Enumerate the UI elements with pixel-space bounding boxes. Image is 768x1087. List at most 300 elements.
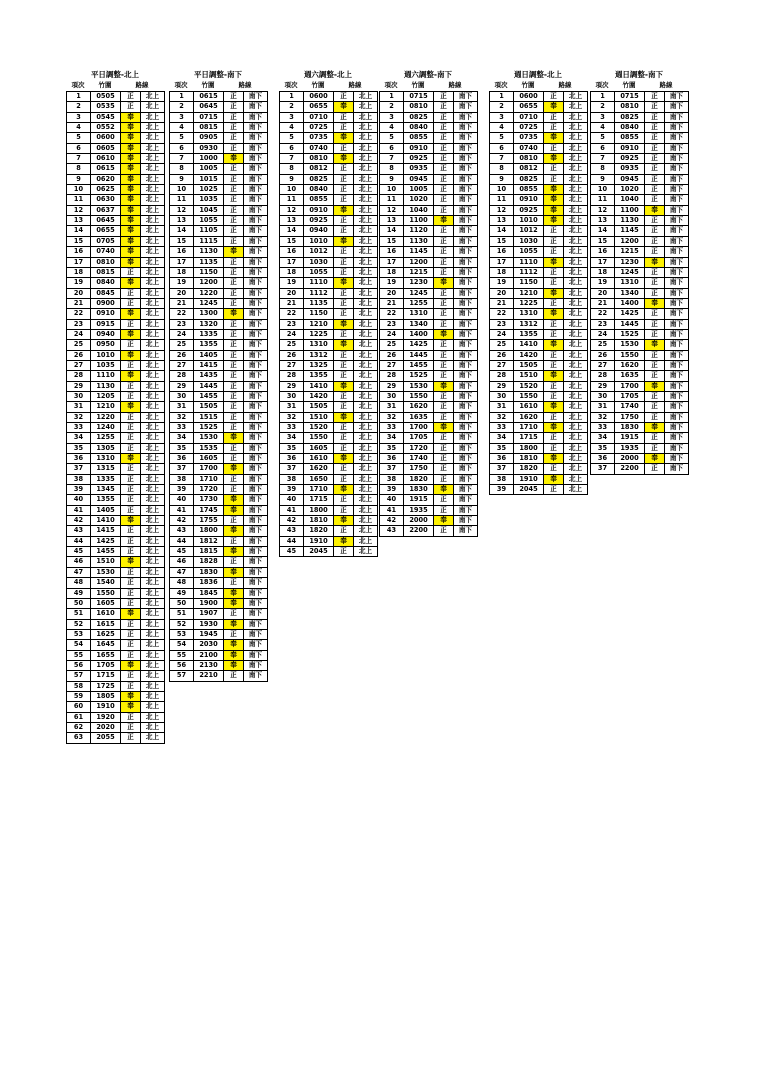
- operator-cell: 正: [645, 226, 665, 236]
- direction-cell: 南下: [244, 123, 268, 133]
- row-index: 21: [67, 298, 91, 308]
- row-index: 19: [170, 278, 194, 288]
- table-row: [490, 112, 588, 122]
- operator-cell: 奉: [224, 640, 244, 650]
- row-index: 38: [170, 474, 194, 484]
- operator-cell: 正: [121, 340, 141, 350]
- departure-time: 1425: [91, 536, 121, 546]
- operator-cell: 正: [434, 267, 454, 277]
- departure-time: 0910: [615, 143, 645, 153]
- departure-time: 1445: [615, 319, 645, 329]
- table-row: [380, 226, 478, 236]
- operator-cell: 正: [434, 443, 454, 453]
- departure-time: 1915: [615, 433, 645, 443]
- table-row: [280, 123, 378, 133]
- row-index: 5: [67, 133, 91, 143]
- operator-cell: 正: [645, 123, 665, 133]
- row-index: 47: [170, 567, 194, 577]
- table-row: [170, 133, 268, 143]
- operator-cell: 正: [224, 629, 244, 639]
- operator-cell: 正: [544, 278, 564, 288]
- operator-cell: 奉: [334, 340, 354, 350]
- direction-cell: 南下: [454, 526, 478, 536]
- direction-cell: 南下: [665, 164, 689, 174]
- row-index: 42: [170, 516, 194, 526]
- operator-cell: 正: [434, 319, 454, 329]
- direction-cell: 北上: [141, 588, 165, 598]
- row-index: 30: [490, 391, 514, 401]
- row-index: 55: [67, 650, 91, 660]
- row-index: 21: [280, 298, 304, 308]
- operator-cell: 奉: [224, 650, 244, 660]
- operator-cell: 奉: [645, 381, 665, 391]
- table-row: [490, 381, 588, 391]
- table-row: [170, 340, 268, 350]
- direction-cell: 北上: [141, 567, 165, 577]
- row-index: 11: [380, 195, 404, 205]
- departure-time: 1605: [194, 454, 224, 464]
- departure-time: 1410: [91, 516, 121, 526]
- table-row: [67, 329, 165, 339]
- row-index: 16: [280, 247, 304, 257]
- departure-time: 1845: [194, 588, 224, 598]
- table-row: [67, 516, 165, 526]
- table-row: [591, 381, 689, 391]
- direction-cell: 南下: [665, 464, 689, 474]
- row-index: 16: [490, 247, 514, 257]
- row-index: 28: [280, 371, 304, 381]
- direction-cell: 北上: [354, 143, 378, 153]
- row-index: 35: [380, 443, 404, 453]
- operator-cell: 正: [645, 464, 665, 474]
- schedule-table-sunday-south: [590, 69, 688, 475]
- table-row: [170, 278, 268, 288]
- departure-time: 1355: [514, 329, 544, 339]
- departure-time: 1510: [514, 371, 544, 381]
- row-index: 11: [591, 195, 615, 205]
- direction-cell: 北上: [141, 505, 165, 515]
- direction-cell: 北上: [564, 319, 588, 329]
- operator-cell: 正: [224, 381, 244, 391]
- operator-cell: 正: [645, 402, 665, 412]
- row-index: 3: [591, 112, 615, 122]
- direction-cell: 南下: [244, 133, 268, 143]
- operator-cell: 奉: [334, 536, 354, 546]
- table-row: [67, 536, 165, 546]
- departure-time: 0655: [514, 102, 544, 112]
- departure-time: 1130: [615, 216, 645, 226]
- operator-cell: 正: [434, 226, 454, 236]
- operator-cell: 正: [224, 485, 244, 495]
- row-index: 8: [490, 164, 514, 174]
- direction-cell: 北上: [354, 164, 378, 174]
- operator-cell: 奉: [121, 350, 141, 360]
- table-row: [170, 536, 268, 546]
- row-index: 2: [280, 102, 304, 112]
- row-index: 31: [67, 402, 91, 412]
- row-index: 4: [591, 123, 615, 133]
- departure-time: 1210: [304, 319, 334, 329]
- operator-cell: 正: [224, 205, 244, 215]
- direction-cell: 南下: [665, 350, 689, 360]
- direction-cell: 北上: [141, 123, 165, 133]
- departure-time: 1340: [404, 319, 434, 329]
- operator-cell: 奉: [544, 185, 564, 195]
- operator-cell: 奉: [121, 174, 141, 184]
- operator-cell: 正: [334, 123, 354, 133]
- table-row: [380, 112, 478, 122]
- departure-time: 1110: [304, 278, 334, 288]
- row-index: 27: [591, 360, 615, 370]
- header-index: 項次: [595, 81, 609, 89]
- operator-cell: 正: [121, 298, 141, 308]
- row-index: 39: [280, 485, 304, 495]
- departure-time: 1112: [514, 267, 544, 277]
- operator-cell: 奉: [544, 340, 564, 350]
- operator-cell: 正: [434, 350, 454, 360]
- direction-cell: 南下: [665, 371, 689, 381]
- departure-time: 0815: [91, 267, 121, 277]
- operator-cell: 奉: [121, 226, 141, 236]
- row-index: 37: [280, 464, 304, 474]
- departure-time: 0910: [91, 309, 121, 319]
- departure-time: 1210: [514, 288, 544, 298]
- operator-cell: 奉: [645, 298, 665, 308]
- direction-cell: 南下: [244, 298, 268, 308]
- departure-time: 1530: [194, 433, 224, 443]
- departure-time: 0810: [304, 154, 334, 164]
- row-index: 54: [67, 640, 91, 650]
- row-index: 19: [280, 278, 304, 288]
- departure-time: 1035: [91, 360, 121, 370]
- table-row: [67, 267, 165, 277]
- row-index: 15: [170, 236, 194, 246]
- direction-cell: 北上: [141, 402, 165, 412]
- operator-cell: 奉: [645, 257, 665, 267]
- departure-time: 0840: [404, 123, 434, 133]
- direction-cell: 南下: [454, 205, 478, 215]
- table-row: [280, 433, 378, 443]
- row-index: 38: [490, 474, 514, 484]
- row-index: 37: [67, 464, 91, 474]
- direction-cell: 北上: [141, 722, 165, 732]
- table-row: [280, 278, 378, 288]
- schedule-table-sunday-north: [489, 69, 587, 495]
- departure-time: 1400: [404, 329, 434, 339]
- row-index: 12: [280, 205, 304, 215]
- table-row: [591, 216, 689, 226]
- row-index: 58: [67, 681, 91, 691]
- table-row: [280, 381, 378, 391]
- operator-cell: 正: [334, 257, 354, 267]
- operator-cell: 正: [224, 143, 244, 153]
- row-index: 11: [280, 195, 304, 205]
- direction-cell: 北上: [141, 267, 165, 277]
- table-row: [67, 340, 165, 350]
- row-index: 16: [67, 247, 91, 257]
- departure-time: 1020: [615, 185, 645, 195]
- direction-cell: 南下: [244, 288, 268, 298]
- row-index: 43: [67, 526, 91, 536]
- operator-cell: 正: [544, 164, 564, 174]
- table-row: [591, 164, 689, 174]
- direction-cell: 南下: [244, 557, 268, 567]
- row-index: 24: [280, 329, 304, 339]
- operator-cell: 正: [645, 360, 665, 370]
- operator-cell: 正: [334, 443, 354, 453]
- departure-time: 0740: [91, 247, 121, 257]
- row-index: 19: [380, 278, 404, 288]
- departure-time: 0740: [514, 143, 544, 153]
- table-row: [490, 454, 588, 464]
- row-index: 56: [67, 660, 91, 670]
- operator-cell: 正: [121, 485, 141, 495]
- departure-time: 1040: [615, 195, 645, 205]
- table-row: [591, 143, 689, 153]
- row-index: 15: [280, 236, 304, 246]
- direction-cell: 北上: [354, 278, 378, 288]
- departure-time: 1750: [615, 412, 645, 422]
- departure-time: 0940: [304, 226, 334, 236]
- table-row: [490, 236, 588, 246]
- operator-cell: 正: [544, 433, 564, 443]
- table-row: [490, 267, 588, 277]
- departure-time: 1340: [615, 288, 645, 298]
- departure-time: 1405: [91, 505, 121, 515]
- table-row: [67, 567, 165, 577]
- direction-cell: 北上: [141, 578, 165, 588]
- departure-time: 1245: [615, 267, 645, 277]
- row-index: 12: [170, 205, 194, 215]
- departure-time: 1300: [194, 309, 224, 319]
- row-index: 16: [591, 247, 615, 257]
- table-row: [380, 278, 478, 288]
- table-row: [591, 350, 689, 360]
- departure-time: 0710: [514, 112, 544, 122]
- operator-cell: 正: [544, 174, 564, 184]
- table-row: [591, 102, 689, 112]
- table-row: [170, 650, 268, 660]
- operator-cell: 正: [334, 402, 354, 412]
- row-index: 25: [591, 340, 615, 350]
- departure-time: 1355: [91, 495, 121, 505]
- departure-time: 1750: [404, 464, 434, 474]
- operator-cell: 正: [434, 340, 454, 350]
- row-index: 40: [280, 495, 304, 505]
- operator-cell: 正: [334, 226, 354, 236]
- departure-time: 1800: [304, 505, 334, 515]
- direction-cell: 北上: [354, 360, 378, 370]
- table-row: [380, 402, 478, 412]
- table-title: 平日調整-北上: [90, 70, 140, 79]
- departure-time: 1615: [91, 619, 121, 629]
- departure-time: 1120: [404, 226, 434, 236]
- operator-cell: 正: [121, 640, 141, 650]
- table-row: [280, 288, 378, 298]
- operator-cell: 正: [334, 216, 354, 226]
- row-index: 57: [170, 671, 194, 681]
- operator-cell: 正: [334, 423, 354, 433]
- table-row: [67, 226, 165, 236]
- departure-time: 1230: [615, 257, 645, 267]
- operator-cell: 奉: [224, 598, 244, 608]
- departure-time: 0620: [91, 174, 121, 184]
- departure-time: 1320: [194, 319, 224, 329]
- row-index: 36: [67, 454, 91, 464]
- table-row: [170, 288, 268, 298]
- operator-cell: 正: [434, 298, 454, 308]
- direction-cell: 南下: [665, 433, 689, 443]
- direction-cell: 南下: [454, 371, 478, 381]
- header-time: 竹圍: [622, 81, 636, 89]
- table-row: [170, 391, 268, 401]
- row-index: 10: [280, 185, 304, 195]
- table-row: [490, 319, 588, 329]
- departure-time: 1010: [304, 236, 334, 246]
- operator-cell: 正: [224, 371, 244, 381]
- row-index: 11: [170, 195, 194, 205]
- operator-cell: 正: [645, 288, 665, 298]
- table-row: [380, 371, 478, 381]
- table-row: [67, 423, 165, 433]
- table-row: [280, 505, 378, 515]
- departure-time: 1145: [404, 247, 434, 257]
- row-index: 24: [380, 329, 404, 339]
- row-index: 3: [380, 112, 404, 122]
- operator-cell: 正: [434, 391, 454, 401]
- direction-cell: 南下: [244, 360, 268, 370]
- schedule-table-weekday-south: [169, 69, 267, 682]
- row-index: 18: [490, 267, 514, 277]
- table-row: [170, 360, 268, 370]
- row-index: 26: [591, 350, 615, 360]
- departure-time: 0615: [194, 92, 224, 102]
- departure-time: 2000: [615, 454, 645, 464]
- operator-cell: 正: [224, 185, 244, 195]
- table-row: [280, 174, 378, 184]
- operator-cell: 奉: [121, 557, 141, 567]
- direction-cell: 南下: [454, 236, 478, 246]
- operator-cell: 正: [121, 433, 141, 443]
- direction-cell: 南下: [665, 360, 689, 370]
- departure-time: 0715: [404, 92, 434, 102]
- table-row: [280, 464, 378, 474]
- operator-cell: 正: [224, 402, 244, 412]
- table-row: [591, 154, 689, 164]
- operator-cell: 奉: [334, 278, 354, 288]
- direction-cell: 北上: [354, 226, 378, 236]
- direction-cell: 北上: [564, 485, 588, 495]
- operator-cell: 正: [434, 195, 454, 205]
- departure-time: 0845: [91, 288, 121, 298]
- operator-cell: 奉: [544, 102, 564, 112]
- row-index: 39: [380, 485, 404, 495]
- departure-time: 0825: [514, 174, 544, 184]
- table-row: [490, 143, 588, 153]
- departure-time: 1030: [514, 236, 544, 246]
- table-row: [591, 226, 689, 236]
- operator-cell: 正: [121, 588, 141, 598]
- operator-cell: 奉: [121, 133, 141, 143]
- row-index: 1: [380, 92, 404, 102]
- operator-cell: 正: [121, 567, 141, 577]
- row-index: 43: [170, 526, 194, 536]
- departure-time: 1530: [91, 567, 121, 577]
- operator-cell: 正: [434, 412, 454, 422]
- direction-cell: 南下: [454, 174, 478, 184]
- direction-cell: 北上: [564, 340, 588, 350]
- table-row: [67, 598, 165, 608]
- direction-cell: 南下: [665, 112, 689, 122]
- row-index: 55: [170, 650, 194, 660]
- operator-cell: 正: [434, 505, 454, 515]
- row-index: 38: [280, 474, 304, 484]
- table-row: [170, 598, 268, 608]
- departure-time: 1700: [194, 464, 224, 474]
- table-row: [67, 164, 165, 174]
- direction-cell: 北上: [354, 257, 378, 267]
- direction-cell: 南下: [244, 329, 268, 339]
- table-row: [280, 298, 378, 308]
- row-index: 10: [591, 185, 615, 195]
- direction-cell: 南下: [244, 195, 268, 205]
- table-row: [490, 309, 588, 319]
- direction-cell: 北上: [354, 402, 378, 412]
- operator-cell: 正: [121, 505, 141, 515]
- table-row: [170, 402, 268, 412]
- direction-cell: 南下: [244, 185, 268, 195]
- departure-time: 1445: [404, 350, 434, 360]
- row-index: 22: [490, 309, 514, 319]
- direction-cell: 北上: [141, 226, 165, 236]
- row-index: 31: [170, 402, 194, 412]
- direction-cell: 北上: [141, 681, 165, 691]
- operator-cell: 正: [121, 712, 141, 722]
- departure-time: 1620: [404, 402, 434, 412]
- row-index: 10: [490, 185, 514, 195]
- operator-cell: 正: [224, 112, 244, 122]
- table-row: [280, 340, 378, 350]
- operator-cell: 正: [224, 329, 244, 339]
- operator-cell: 正: [334, 474, 354, 484]
- departure-time: 1620: [304, 464, 334, 474]
- row-index: 1: [170, 92, 194, 102]
- row-index: 38: [380, 474, 404, 484]
- operator-cell: 正: [121, 464, 141, 474]
- direction-cell: 北上: [564, 360, 588, 370]
- table-row: [380, 92, 478, 102]
- table-header: [489, 80, 587, 91]
- direction-cell: 南下: [454, 133, 478, 143]
- direction-cell: 北上: [141, 133, 165, 143]
- operator-cell: 正: [224, 443, 244, 453]
- table-row: [280, 112, 378, 122]
- direction-cell: 北上: [564, 391, 588, 401]
- row-index: 24: [67, 329, 91, 339]
- header-index: 項次: [71, 81, 85, 89]
- direction-cell: 南下: [244, 309, 268, 319]
- direction-cell: 南下: [665, 123, 689, 133]
- departure-time: 1550: [404, 391, 434, 401]
- table-row: [490, 226, 588, 236]
- operator-cell: 正: [224, 671, 244, 681]
- table-row: [490, 423, 588, 433]
- row-index: 49: [170, 588, 194, 598]
- table-row: [170, 381, 268, 391]
- operator-cell: 正: [224, 164, 244, 174]
- operator-cell: 正: [334, 174, 354, 184]
- row-index: 5: [591, 133, 615, 143]
